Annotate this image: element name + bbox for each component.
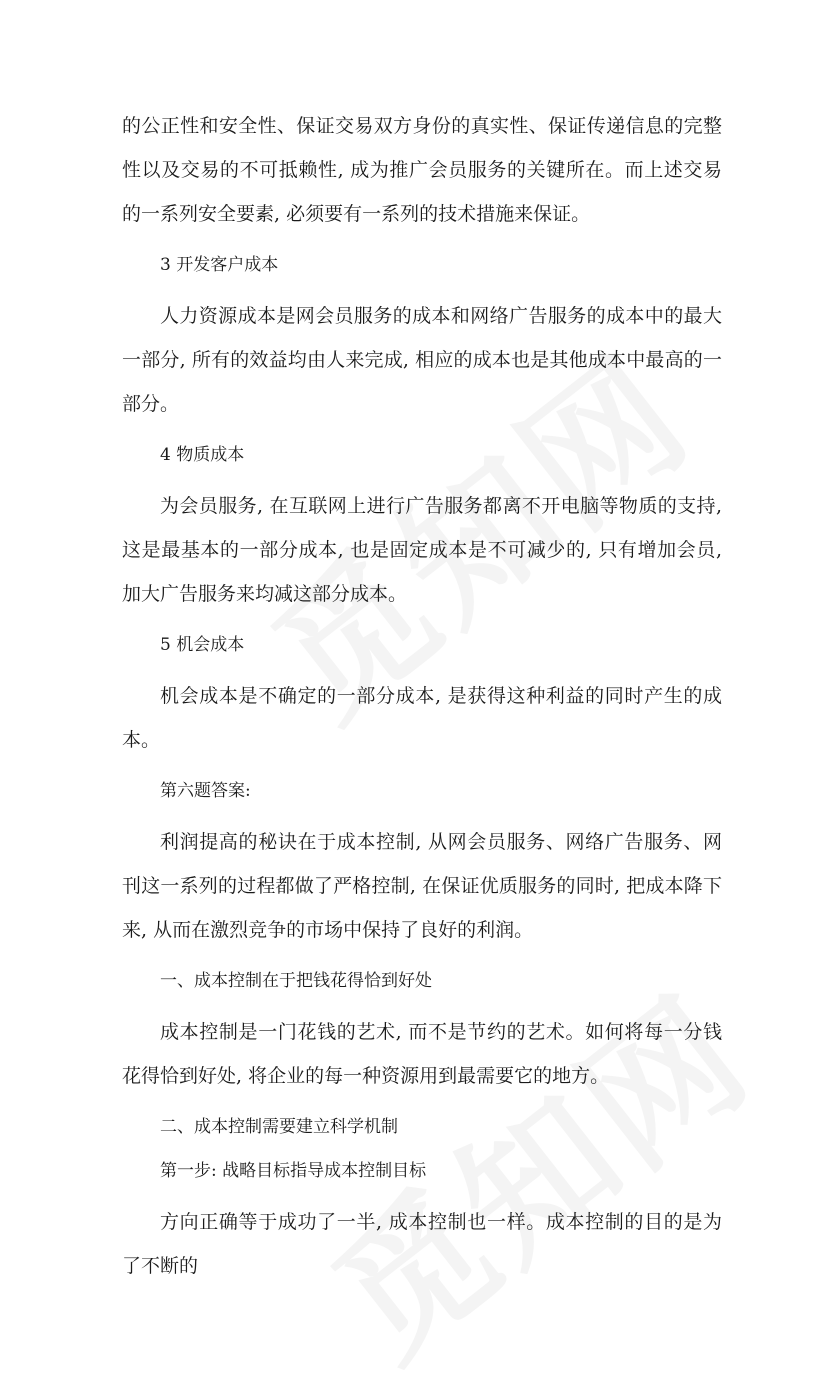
section-heading: 第六题答案: [160, 781, 251, 801]
section-heading: 第一步: 战略目标指导成本控制目标 [160, 1161, 427, 1181]
paragraph: 人力资源成本是网会员服务的成本和网络广告服务的成本中的最大一部分, 所有的效益均由人来完成, 相应的成本也是其他成本中最高的一部分。 [122, 305, 722, 415]
paragraph: 利润提高的秘诀在于成本控制, 从网会员服务、网络广告服务、网刊这一系列的过程都做了严格控制, 在保证优质服务的同时, 把成本降下来, 从而在激烈竞争的市场中保持了良好的利润。 [122, 831, 722, 941]
section-heading: 5 机会成本 [160, 635, 245, 655]
paragraph: 方向正确等于成功了一半, 成本控制也一样。成本控制的目的是为了不断的 [122, 1211, 722, 1277]
document-body [122, 104, 722, 1302]
section-heading: 3 开发客户成本 [160, 255, 279, 275]
paragraph: 为会员服务, 在互联网上进行广告服务都离不开电脑等物质的支持, 这是最基本的一部分成本, 也是固定成本是不可减少的, 只有增加会员, 加大广告服务来均减这部分成本。 [122, 495, 722, 605]
section-heading: 二、成本控制需要建立科学机制 [160, 1117, 398, 1137]
paragraph: 成本控制是一门花钱的艺术, 而不是节约的艺术。如何将每一分钱花得恰到好处, 将企业的每一种资源用到最需要它的地方。 [122, 1021, 722, 1087]
section-heading: 一、成本控制在于把钱花得恰到好处 [160, 971, 432, 991]
paragraph: 的公正性和安全性、保证交易双方身份的真实性、保证传递信息的完整性以及交易的不可抵赖性, 成为推广会员服务的关键所在。而上述交易的一系列安全要素, 必须要有一系列的技术措施来保证。 [122, 115, 722, 225]
paragraph: 机会成本是不确定的一部分成本, 是获得这种利益的同时产生的成本。 [122, 685, 722, 751]
section-heading: 4 物质成本 [160, 445, 245, 465]
